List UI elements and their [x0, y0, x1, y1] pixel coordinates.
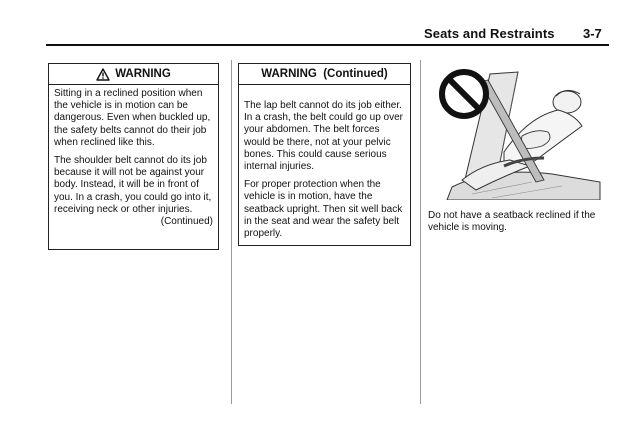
warning-paragraph: The shoulder belt cannot do its job because it will not be against your body. Instead, it will be in front of you. In a crash, you could go into it, receiving neck or other injuries.	[54, 155, 212, 215]
warning-box-body	[49, 85, 218, 228]
reclined-seat-illustration	[432, 62, 608, 200]
continued-label: (Continued)	[160, 216, 213, 228]
column-divider-left	[231, 60, 232, 404]
header-rule	[46, 44, 609, 46]
prohibition-icon	[438, 68, 490, 125]
warning-paragraph: Sitting in a reclined position when the vehicle is in motion can be dangerous. Even when buckled up, the safety belts cannot do their job when reclined like this.	[54, 88, 211, 148]
warning-continued-box	[238, 63, 411, 246]
warning-triangle-icon	[96, 68, 110, 81]
warning-box-header	[49, 64, 218, 85]
section-title: Seats and Restraints	[424, 26, 555, 41]
warning-continued-body	[239, 85, 410, 240]
figure-caption: Do not have a seatback reclined if the vehicle is moving.	[428, 210, 596, 234]
warning-paragraph: The lap belt cannot do its job either. In a crash, the belt could go up over your abdomen. The belt forces would be there, not at your pelvic bones. This could cause serious internal injuries.	[244, 100, 403, 173]
warning-paragraph: For proper protection when the vehicle is in motion, have the seatback upright. Then sit well back in the seat and wear the safety belt properly.	[244, 179, 403, 240]
warning-box-title: WARNING	[115, 68, 171, 80]
column-divider-right	[420, 60, 421, 404]
warning-continued-title: WARNING (Continued)	[261, 68, 388, 80]
warning-continued-header	[239, 64, 410, 85]
warning-box	[48, 63, 219, 250]
page-number: 3-7	[583, 26, 602, 41]
